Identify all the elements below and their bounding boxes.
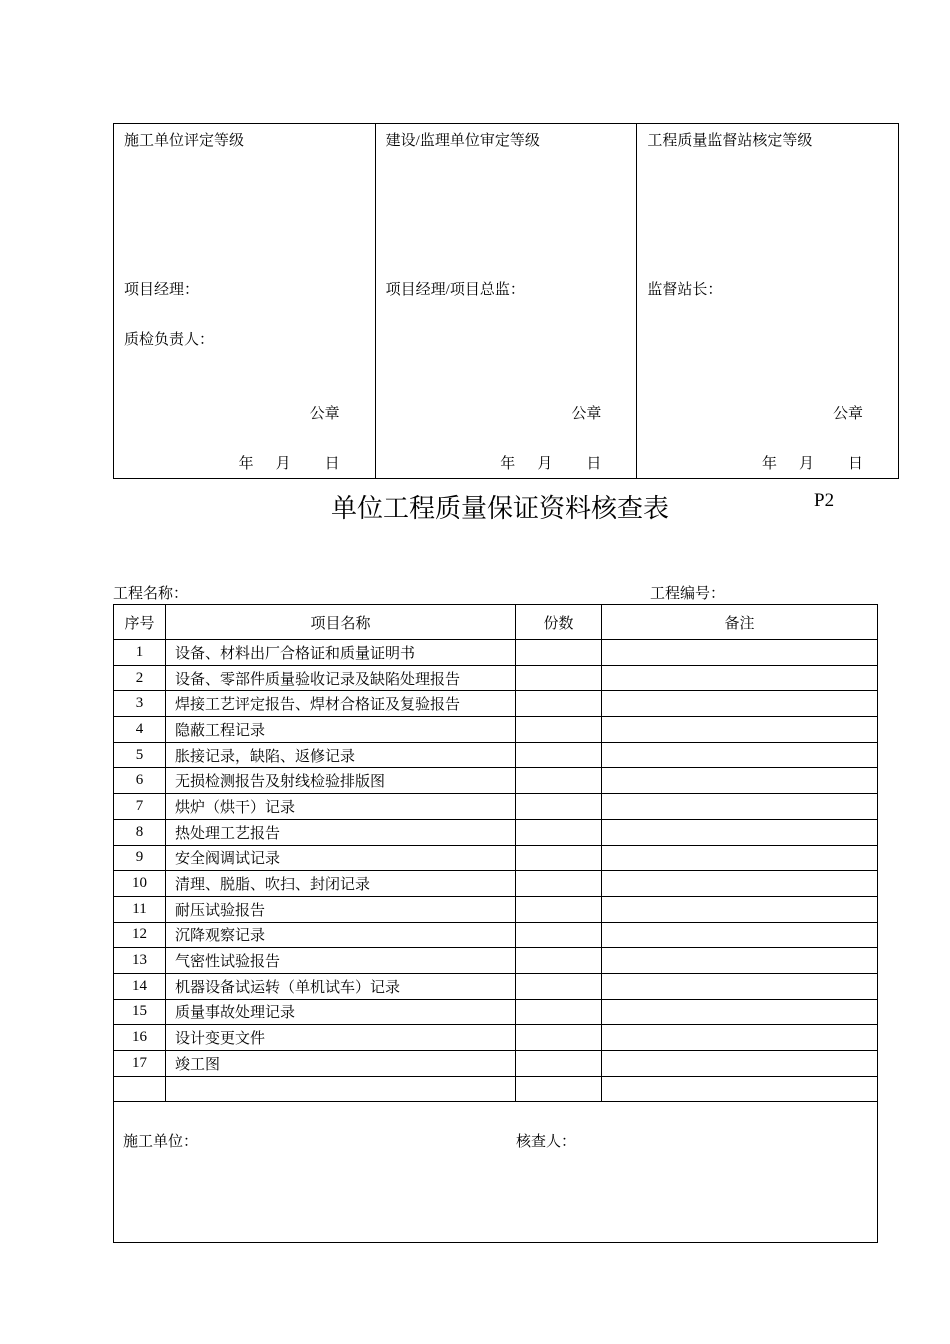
table-row [114,717,878,743]
table-row [114,1051,878,1077]
table-row [114,871,878,897]
project-no-label: 工程编号： [650,586,726,602]
header-name: 项目名称 [166,605,516,640]
approval-col-quality-station [637,124,898,478]
row-copies-cell [516,665,602,691]
approval-col-supervision [376,124,638,478]
row-copies-cell [516,922,602,948]
table-row [114,845,878,871]
row-number: 9 [114,845,166,871]
table-row [114,1076,878,1102]
row-item-name: 设计变更文件 [166,1025,516,1051]
approval-table [113,123,899,479]
row-copies-cell [516,1076,602,1102]
row-number: 5 [114,742,166,768]
row-number [114,1076,166,1102]
table-row [114,999,878,1025]
signature-label: 项目经理： [124,282,200,298]
row-copies-cell [516,973,602,999]
row-remarks-cell [602,665,878,691]
row-copies-cell [516,1025,602,1051]
row-remarks-cell [602,717,878,743]
table-row [114,819,878,845]
row-remarks-cell [602,999,878,1025]
row-number: 11 [114,896,166,922]
row-remarks-cell [602,742,878,768]
row-item-name: 胀接记录，缺陷、返修记录 [166,742,516,768]
row-item-name: 焊接工艺评定报告、焊材合格证及复验报告 [166,691,516,717]
date-year: 年 [500,456,516,472]
row-number: 14 [114,973,166,999]
row-copies-cell [516,871,602,897]
date-day: 日 [586,456,602,472]
row-remarks-cell [602,845,878,871]
table-row [114,768,878,794]
page-title: 单位工程质量保证资料核查表 [330,494,669,524]
row-number: 7 [114,794,166,820]
page-code: P2 [814,490,835,511]
row-copies-cell [516,717,602,743]
row-copies-cell [516,640,602,666]
row-number: 6 [114,768,166,794]
row-number: 16 [114,1025,166,1051]
row-number: 12 [114,922,166,948]
table-row [114,794,878,820]
row-number: 8 [114,819,166,845]
row-item-name: 质量事故处理记录 [166,999,516,1025]
row-copies-cell [516,794,602,820]
signature-label: 监督站长： [647,282,723,298]
row-item-name: 烘炉（烘干）记录 [166,794,516,820]
approval-heading: 工程质量监督站核定等级 [647,133,813,149]
date-month: 月 [798,456,814,472]
row-remarks-cell [602,948,878,974]
checker-label: 核查人： [516,1134,577,1151]
row-number: 1 [114,640,166,666]
row-remarks-cell [602,1076,878,1102]
row-item-name: 机器设备试运转（单机试车）记录 [166,973,516,999]
table-row [114,742,878,768]
row-copies-cell [516,742,602,768]
row-copies-cell [516,691,602,717]
row-item-name: 清理、脱脂、吹扫、封闭记录 [166,871,516,897]
row-number: 10 [114,871,166,897]
date-month: 月 [537,456,553,472]
date-line [239,452,340,473]
date-day: 日 [324,456,340,472]
table-header-row [114,605,878,640]
row-copies-cell [516,819,602,845]
row-copies-cell [516,999,602,1025]
header-copies: 份数 [516,605,602,640]
table-row [114,691,878,717]
seal-label: 公章 [571,406,602,422]
row-item-name: 设备、零部件质量验收记录及缺陷处理报告 [166,665,516,691]
signature-label: 质检负责人： [124,332,215,348]
row-remarks-cell [602,896,878,922]
signature-area [114,1102,878,1243]
table-row [114,640,878,666]
row-remarks-cell [602,871,878,897]
row-item-name: 竣工图 [166,1051,516,1077]
row-item-name: 热处理工艺报告 [166,819,516,845]
row-remarks-cell [602,819,878,845]
date-line [762,452,863,473]
approval-heading: 施工单位评定等级 [124,133,245,149]
row-number: 15 [114,999,166,1025]
row-remarks-cell [602,973,878,999]
signature-label: 项目经理/项目总监： [385,282,525,298]
row-remarks-cell [602,768,878,794]
row-item-name: 隐蔽工程记录 [166,717,516,743]
row-item-name [166,1076,516,1102]
row-remarks-cell [602,1025,878,1051]
date-day: 日 [848,456,864,472]
row-item-name: 安全阀调试记录 [166,845,516,871]
row-number: 17 [114,1051,166,1077]
construction-unit-label: 施工单位： [123,1134,199,1151]
table-row [114,896,878,922]
row-copies-cell [516,896,602,922]
row-item-name: 沉降观察记录 [166,922,516,948]
row-item-name: 无损检测报告及射线检验排版图 [166,768,516,794]
row-remarks-cell [602,1051,878,1077]
row-remarks-cell [602,640,878,666]
date-line [500,452,601,473]
row-number: 13 [114,948,166,974]
row-copies-cell [516,1051,602,1077]
header-no: 序号 [114,605,166,640]
date-month: 月 [275,456,291,472]
row-item-name: 耐压试验报告 [166,896,516,922]
row-copies-cell [516,948,602,974]
table-footer-row [114,1102,878,1243]
seal-label: 公章 [309,406,340,422]
table-row [114,665,878,691]
table-row [114,948,878,974]
date-year: 年 [761,456,777,472]
approval-heading: 建设/监理单位审定等级 [385,133,540,149]
row-remarks-cell [602,794,878,820]
row-remarks-cell [602,922,878,948]
row-copies-cell [516,845,602,871]
row-number: 3 [114,691,166,717]
project-name-label: 工程名称： [113,586,189,602]
row-number: 2 [114,665,166,691]
table-row [114,973,878,999]
checklist-table [113,604,878,1243]
row-number: 4 [114,717,166,743]
table-row [114,922,878,948]
date-year: 年 [238,456,254,472]
seal-label: 公章 [833,406,864,422]
row-remarks-cell [602,691,878,717]
row-copies-cell [516,768,602,794]
row-item-name: 设备、材料出厂合格证和质量证明书 [166,640,516,666]
approval-col-construction [114,124,376,478]
row-item-name: 气密性试验报告 [166,948,516,974]
table-row [114,1025,878,1051]
header-remarks: 备注 [602,605,878,640]
